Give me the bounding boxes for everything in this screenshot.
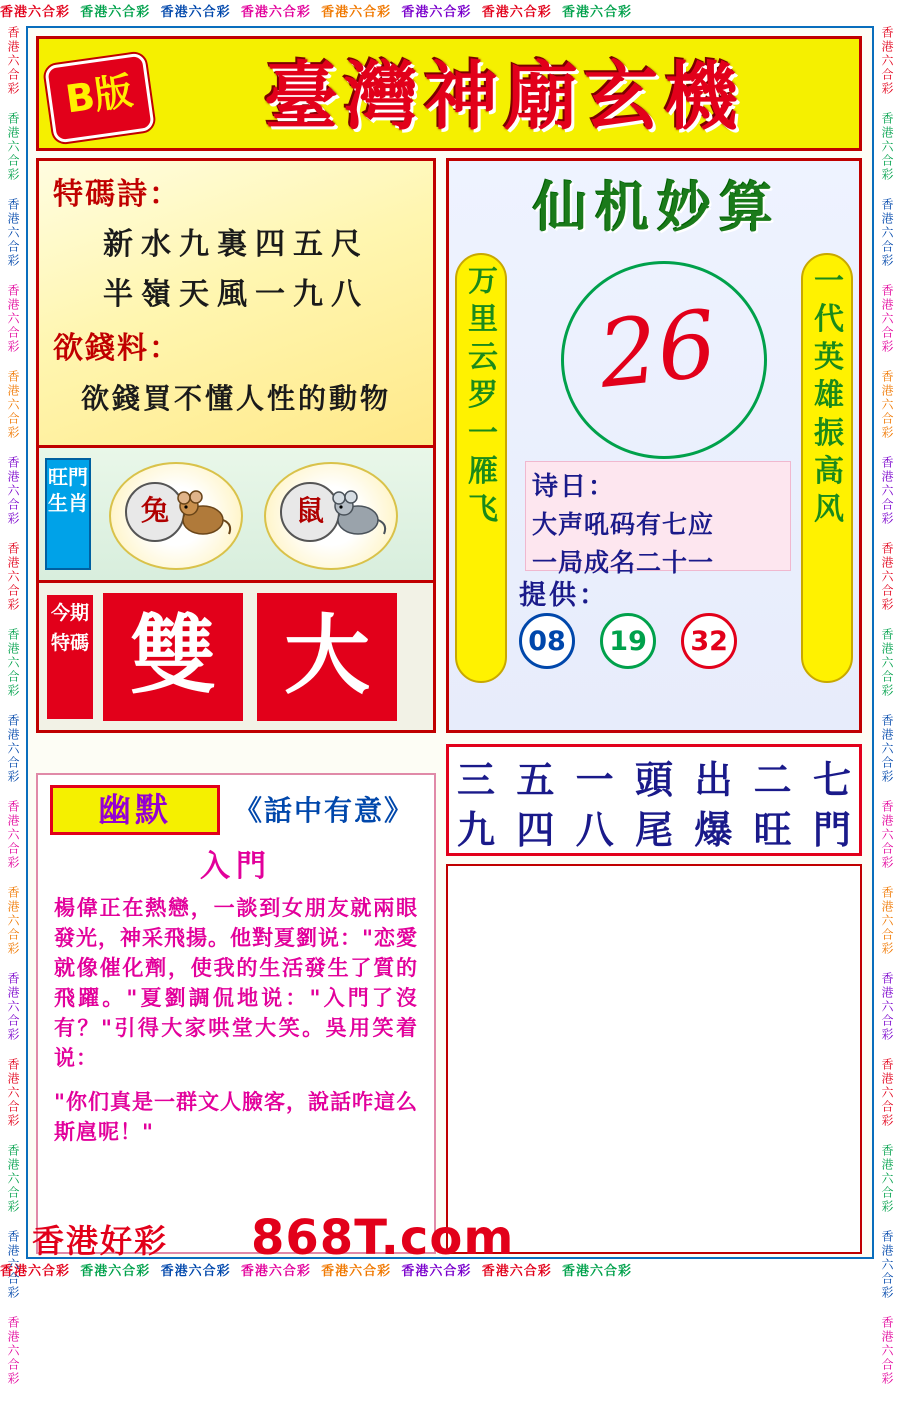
- humor-subtitle: 入門: [200, 849, 272, 884]
- special-code-tag: 今期特碼: [47, 595, 93, 719]
- lottery-balls: [519, 613, 789, 669]
- footer-site: 868T.com: [251, 1210, 515, 1266]
- pillar-char: 振: [814, 416, 844, 451]
- page-title: 臺灣神廟玄機: [264, 54, 744, 140]
- special-code-1: 雙: [103, 593, 243, 721]
- fortune-poem-line-1: 大声吼码有七应: [532, 510, 715, 539]
- handwriting-number: 26: [593, 290, 722, 409]
- humor-body: [38, 885, 434, 1147]
- provide-label: 提供：: [519, 580, 609, 611]
- pillar-left: [455, 253, 507, 683]
- footer-brand: 香港好彩: [32, 1222, 169, 1260]
- pillar-char: 高: [814, 454, 844, 489]
- number-cell: 四: [516, 806, 555, 852]
- number-cell: 九: [457, 806, 496, 852]
- fortune-title: 仙机妙算: [533, 176, 781, 239]
- lottery-ball-3: 32: [681, 613, 737, 669]
- money-line: 欲錢買不懂人性的動物: [80, 382, 391, 415]
- number-cell: 一: [575, 756, 614, 802]
- humor-panel: [36, 773, 436, 1254]
- pillar-char: 代: [814, 302, 844, 337]
- number-row-2: [457, 801, 851, 851]
- marquee-bottom: 香港六合彩 香港六合彩 香港六合彩 香港六合彩 香港六合彩 香港六合彩 香港六合彩 香港六合彩: [0, 1259, 900, 1285]
- edition-label: B版: [62, 68, 136, 122]
- pillar-char: 雁: [468, 454, 498, 489]
- number-cell: 二: [753, 756, 792, 802]
- number-cell: 八: [575, 806, 614, 852]
- pillar-char: 风: [814, 492, 844, 527]
- fortune-panel: [446, 158, 862, 733]
- humor-header: [38, 775, 434, 839]
- number-row-1: [457, 751, 851, 801]
- lottery-ball-2: 19: [600, 613, 656, 669]
- poem-line-1: 新水九裏四五尺: [103, 227, 369, 262]
- footer: [26, 1210, 874, 1266]
- pillar-char: 云: [468, 340, 498, 375]
- pillar-char: 一: [814, 264, 844, 299]
- pillar-char: 英: [814, 340, 844, 375]
- zodiac-item-2: [264, 462, 398, 570]
- number-cell: 尾: [634, 806, 673, 852]
- number-cell: 七: [812, 756, 851, 802]
- number-cell: 旺: [753, 806, 792, 852]
- pillar-char: 罗: [468, 378, 498, 413]
- special-code-box: [36, 583, 436, 733]
- fortune-poem: [525, 461, 791, 577]
- poem-line-2: 半嶺天風一九八: [103, 277, 369, 312]
- zodiac-item-1: [109, 462, 243, 570]
- marquee-left: 香港六合彩 香港六合彩 香港六合彩 香港六合彩 香港六合彩 香港六合彩 香港六合彩 香港六合彩 香港六合彩 香港六合彩 香港六合彩 香港六合彩 香港六合彩 香港六合彩 香港六合彩 香港六合彩: [0, 26, 26, 1259]
- title-banner: [36, 36, 862, 151]
- number-strip: [446, 744, 862, 856]
- zodiac-ball-1: 兔: [125, 482, 185, 542]
- marquee-top: 香港六合彩 香港六合彩 香港六合彩 香港六合彩 香港六合彩 香港六合彩 香港六合彩 香港六合彩: [0, 0, 900, 26]
- humor-paragraph: "你们真是一群文人臉客，說話咋這么斯扈呢！": [54, 1090, 418, 1144]
- pillar-char: 万: [468, 264, 498, 299]
- edition-ribbon: [44, 52, 155, 143]
- pillar-char: 飞: [468, 492, 498, 527]
- poster-frame: [26, 26, 874, 1259]
- humor-paragraph: 楊偉正在熱戀，一談到女朋友就兩眼發光，神采飛揚。他對夏劉说："恋愛就像催化劑，使我的生活發生了質的飛躍。"夏劉調侃地说："入門了沒有？"引得大家哄堂大笑。吳用笑着说：: [54, 896, 418, 1070]
- zodiac-box: [36, 448, 436, 583]
- zodiac-tag: 旺門生肖: [45, 458, 91, 570]
- rat-icon: [328, 486, 388, 542]
- lottery-ball-1: 08: [519, 613, 575, 669]
- poem-box: [36, 158, 436, 448]
- special-code-2: 大: [257, 593, 397, 721]
- pillar-right: [801, 253, 853, 683]
- number-cell: 爆: [694, 806, 733, 852]
- fortune-poem-label: 诗日：: [532, 472, 617, 502]
- marquee-right: 香港六合彩 香港六合彩 香港六合彩 香港六合彩 香港六合彩 香港六合彩 香港六合彩 香港六合彩 香港六合彩 香港六合彩 香港六合彩 香港六合彩 香港六合彩 香港六合彩 香港六合彩 香港六合彩: [874, 26, 900, 1259]
- fortune-poem-line-2: 一局成名二十一: [532, 548, 715, 577]
- number-cell: 出: [694, 756, 733, 802]
- humor-badge: 幽默: [50, 785, 220, 835]
- number-cell: 門: [812, 806, 851, 852]
- pillar-char: 一: [468, 416, 498, 451]
- mouse-icon: [173, 486, 233, 542]
- number-cell: 三: [457, 756, 496, 802]
- pillar-char: 里: [468, 302, 498, 337]
- pillar-char: 雄: [814, 378, 844, 413]
- number-cell: 頭: [634, 756, 673, 802]
- left-column: [36, 158, 436, 733]
- blank-panel: [446, 864, 862, 1254]
- poem-label: 特碼詩：: [53, 177, 181, 212]
- money-label: 欲錢料：: [53, 331, 181, 366]
- humor-title: 《話中有意》: [234, 794, 415, 827]
- zodiac-ball-2: 鼠: [280, 482, 340, 542]
- number-cell: 五: [516, 756, 555, 802]
